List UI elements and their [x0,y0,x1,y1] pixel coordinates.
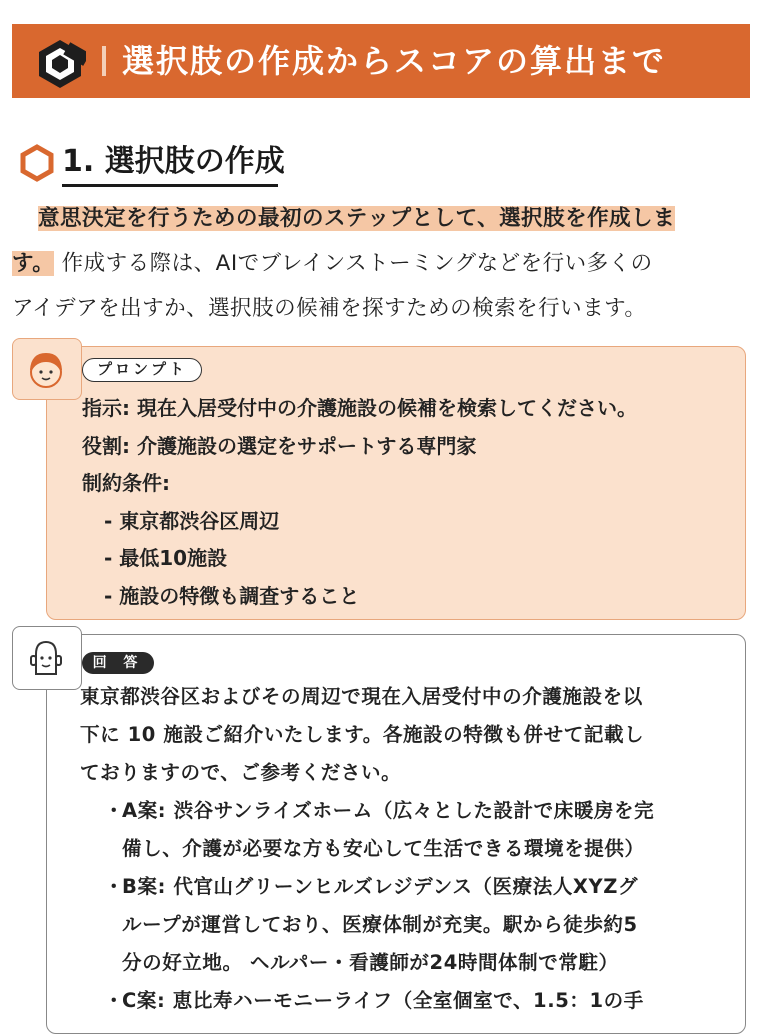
answer-content [80,678,730,1020]
intro-text-line: アイデアを出すか、選択肢の候補を探すための検索を行います。 [12,296,647,321]
answer-intro-line: 東京都渋谷区およびその周辺で現在入居受付中の介護施設を以 [80,685,643,708]
answer-intro-line: 下に 10 施設ご紹介いたします。各施設の特徴も併せて記載し [80,723,645,746]
intro-text: 作成する際は、AIでブレインストーミングなどを行い多くの [61,251,653,276]
section-underline [62,184,278,187]
logo-icon [34,38,86,90]
prompt-label: プロンプト [82,358,202,382]
hexagon-icon [18,144,56,182]
intro-highlight-end: す。 [12,251,55,276]
section-title: 1. 選択肢の作成 [62,144,285,179]
prompt-constraints-heading: 制約条件: [82,471,170,496]
list-item-line: 分の好立地。 ヘルパー・看護師が24時間体制で常駐） [122,951,619,974]
list-item [80,792,730,868]
answer-intro-line: ておりますので、ご参考ください。 [80,761,402,784]
list-item-line: ループが運営しており、医療体制が充実。駅から徒歩約5 [122,913,638,936]
bullet-icon: ・ [104,989,125,1012]
prompt-instruction: 指示: 現在入居受付中の介護施設の候補を検索してください。 [82,396,637,420]
prompt-content [82,390,637,616]
bullet-icon: ・ [104,799,125,822]
header-bar [12,24,750,98]
intro-paragraph [12,196,754,331]
list-item [80,868,730,982]
list-item-line: A案: 渋谷サンライズホーム（広々とした設計で床暖房を完 [122,799,655,822]
prompt-constraint: - 施設の特徴も調査すること [104,583,360,608]
page-title: 選択肢の作成からスコアの算出まで [122,42,667,80]
answer-list [80,792,730,1020]
ai-avatar-icon [24,636,68,680]
intro-highlight: 意思決定を行うための最初のステップとして、選択肢を作成しま [38,206,676,231]
answer-label: 回 答 [82,652,154,674]
list-item-line: B案: 代官山グリーンヒルズレジデンス（医療法人XYZグ [122,875,639,898]
prompt-role: 役割: 介護施設の選定をサポートする専門家 [82,433,477,458]
list-item-line: C案: 恵比寿ハーモニーライフ（全室個室で、1.5：1の手 [122,989,644,1012]
prompt-constraint: - 最低10施設 [104,546,228,571]
list-item [80,982,730,1020]
header-separator [102,46,106,76]
list-item-line: 備し、介護が必要な方も安心して生活できる環境を提供） [122,837,645,860]
prompt-constraint: - 東京都渋谷区周辺 [104,508,280,533]
bullet-icon: ・ [104,875,125,898]
person-avatar-icon [22,346,70,394]
